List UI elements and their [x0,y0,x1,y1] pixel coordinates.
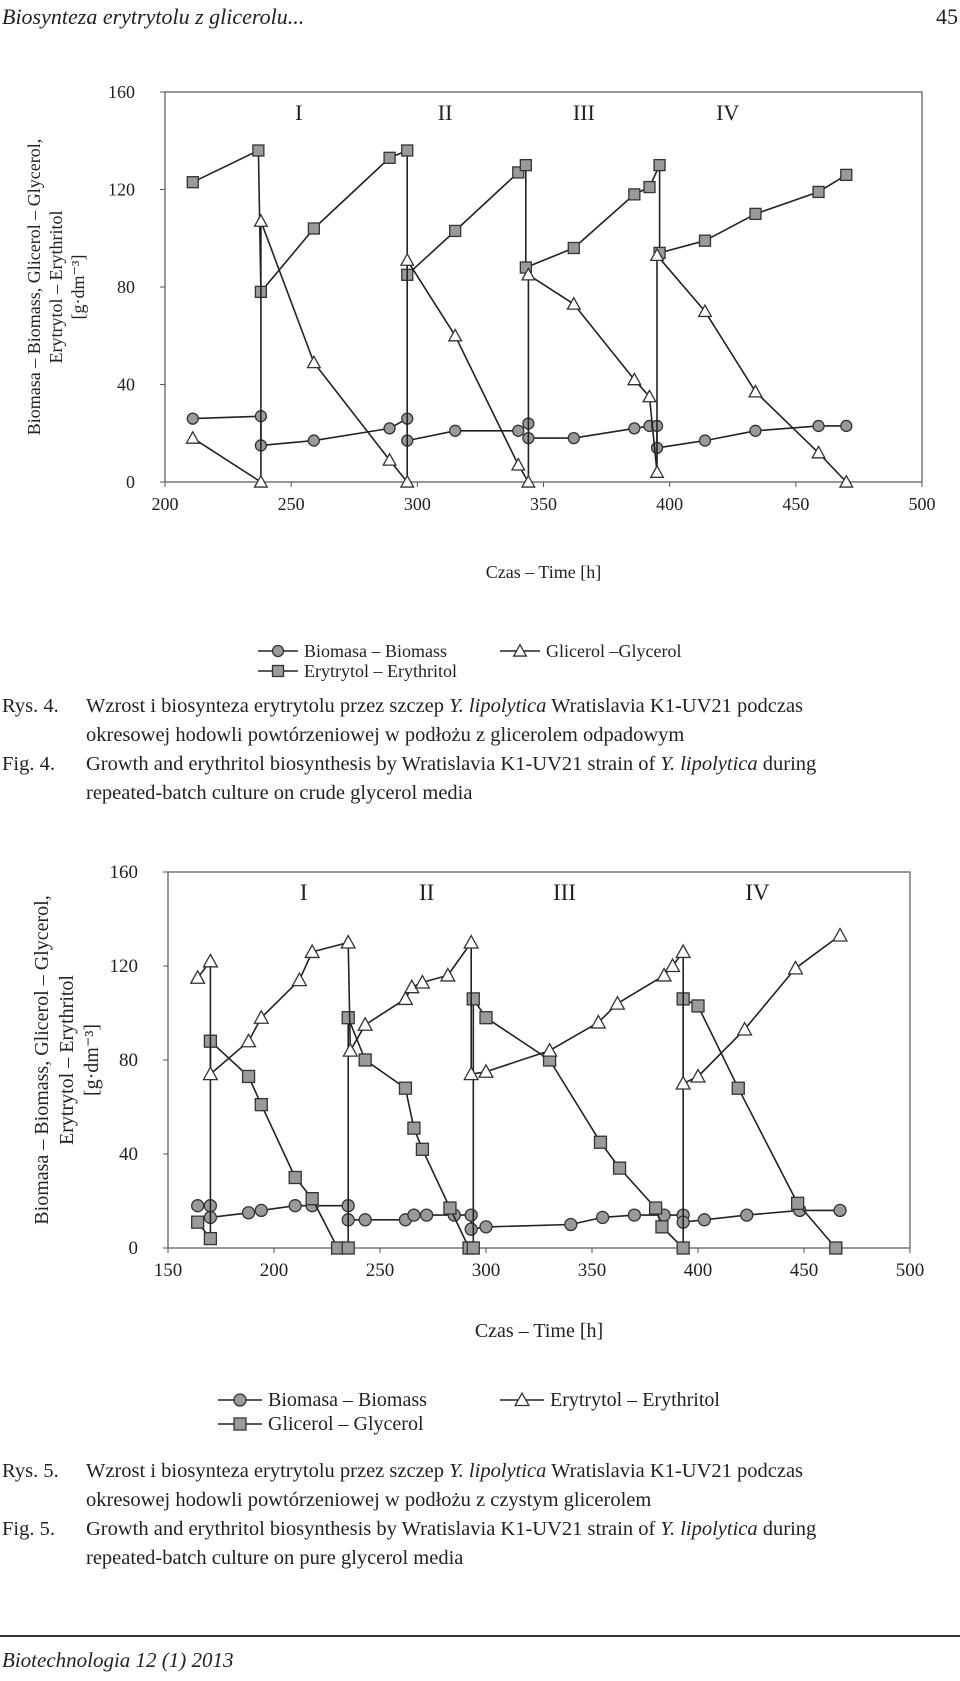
figure-4-chart [0,70,960,690]
data-point [359,1214,371,1226]
caption-label: Rys. 4. [2,695,59,717]
phase-label: III [572,100,595,125]
data-point [813,186,824,197]
x-tick-label: 500 [908,494,936,514]
x-tick-label: 200 [151,494,179,514]
running-header: Biosynteza erytrytolu z glicerolu... [2,4,305,29]
x-tick-label: 400 [683,1260,713,1281]
data-point [565,1219,577,1231]
x-tick-label: 150 [153,1260,183,1281]
x-tick-label: 300 [403,494,431,514]
y-axis-label-line: Biomasa – Biomass, Glicerol – Glycerol, [24,138,44,436]
caption-text-en: Growth and erythritol biosynthesis by Wratislavia K1-UV21 strain of Y. lipolytica during repeated-batch culture on pure glycerol media [86,1518,817,1569]
series-erytrytol [187,145,852,297]
plot-area [165,92,922,482]
data-point [699,435,710,446]
data-point [480,1221,492,1233]
data-point [242,1034,256,1046]
data-point [676,945,690,957]
y-tick-label: 0 [128,1238,138,1259]
data-point [676,1077,690,1089]
data-point [255,1204,267,1216]
data-point [512,459,525,470]
species-name: Y. lipolytica [660,1518,758,1540]
data-point [289,1200,301,1212]
data-point [384,152,395,163]
legend-item [258,641,447,661]
data-point [306,1193,318,1205]
series-erytrytol [191,929,847,1089]
x-tick-label: 500 [895,1260,925,1281]
legend-label: Biomasa – Biomass [268,1389,427,1411]
data-point [568,433,579,444]
data-point [408,1209,420,1221]
x-tick-label: 250 [365,1260,395,1281]
data-point [399,1082,411,1094]
phase-label: II [418,880,435,905]
series-biomasa [192,1200,846,1236]
data-point [741,1209,753,1221]
data-point [255,215,268,226]
y-tick-label: 80 [117,277,135,297]
data-point [830,1242,842,1254]
data-point [402,145,413,156]
y-tick-label: 80 [119,1050,138,1071]
data-point [479,1065,493,1077]
y-axis-label-line: Erytrytol – Erythritol [46,210,66,364]
data-point [358,1018,372,1030]
data-point [465,1209,477,1221]
legend-label: Erytrytol – Erythritol [304,661,457,681]
data-point [629,423,640,434]
data-point [192,1200,204,1212]
figure-5-chart [0,845,960,1455]
figure-4-caption [2,692,958,808]
series-biomasa [187,411,852,454]
y-axis-label [24,139,88,435]
data-point [384,423,395,434]
legend-label: Glicerol – Glycerol [268,1413,424,1435]
y-tick-label: 120 [109,956,138,977]
phase-label: III [552,880,576,905]
legend-marker [273,646,284,657]
data-point [464,936,478,948]
data-point [416,1143,428,1155]
species-name: Y. lipolytica [660,753,758,775]
legend-label: Erytrytol – Erythritol [550,1389,720,1411]
x-tick-label: 300 [471,1260,501,1281]
data-point [359,1054,371,1066]
legend-marker [234,1394,246,1406]
legend-item [258,661,457,681]
x-axis-label: Czas – Time [h] [485,562,602,582]
data-point [692,1000,704,1012]
data-point [204,954,218,966]
data-point [543,1044,557,1056]
data-point [841,169,852,180]
y-tick-label: 160 [109,862,138,883]
data-point [467,993,479,1005]
x-tick-label: 350 [530,494,557,514]
data-point [450,225,461,236]
data-point [243,1207,255,1219]
data-point [650,1202,662,1214]
data-point [568,243,579,254]
data-point [611,997,625,1009]
y-axis-label-line: Erytrytol – Erythritol [56,975,78,1145]
x-tick-label: 450 [782,494,810,514]
y-tick-label: 160 [108,82,135,102]
journal-footer: Biotechnologia 12 (1) 2013 [2,1648,234,1672]
data-point [749,385,762,396]
x-tick-label: 450 [789,1260,819,1281]
data-point [343,1044,357,1056]
y-axis-label [31,895,103,1224]
data-point [522,476,535,487]
y-tick-label: 40 [119,1144,138,1165]
data-point [401,254,414,265]
data-point [732,1082,744,1094]
data-point [841,420,852,431]
data-point [253,145,264,156]
data-point [408,1122,420,1134]
phase-label: I [299,880,308,905]
phase-label: IV [745,880,770,905]
phase-label: II [437,100,453,125]
data-point [192,1216,204,1228]
data-point [243,1070,255,1082]
legend-label: Biomasa – Biomass [304,641,447,661]
data-point [308,223,319,234]
data-point [204,1233,216,1245]
x-axis-label: Czas – Time [h] [474,1320,604,1342]
plot-area [168,872,910,1248]
data-point [656,1221,668,1233]
data-point [666,959,680,971]
x-tick-label: 250 [277,494,305,514]
caption-text-pl: Wzrost i biosynteza erytrytolu przez szczep Y. lipolytica Wratislavia K1-UV21 podczas okresowej hodowli powtórzeniowej w podłożu z glicerolem odpadowym [86,695,804,746]
data-point [342,1242,354,1254]
data-point [293,973,307,985]
x-tick-label: 200 [259,1260,289,1281]
legend-item [218,1389,427,1411]
data-point [597,1211,609,1223]
caption-label: Fig. 4. [2,753,55,775]
data-point [308,356,321,367]
legend-label: Glicerol –Glycerol [546,641,682,661]
data-point [444,1202,456,1214]
data-point [341,936,355,948]
legend-marker [273,666,284,677]
y-axis-label-line: [g·dm⁻³] [68,254,88,320]
species-name: Y. lipolytica [449,1460,547,1482]
data-point [441,969,455,981]
data-point [677,1242,689,1254]
data-point [594,1136,606,1148]
footer-rule [0,1635,960,1637]
legend-item [500,641,681,661]
phase-label: IV [716,100,740,125]
data-point [750,425,761,436]
data-point [520,160,531,171]
page-number: 45 [936,4,958,29]
data-point [792,1197,804,1209]
data-point [654,160,665,171]
data-point [567,298,580,309]
data-point [399,992,413,1004]
data-point [789,961,803,973]
data-point [513,425,524,436]
data-point [644,182,655,193]
data-point [255,1099,267,1111]
y-tick-label: 40 [117,374,135,395]
data-point [187,413,198,424]
data-point [255,476,268,487]
caption-label: Rys. 5. [2,1460,59,1482]
data-point [449,329,462,340]
y-axis-label-line: Biomasa – Biomass, Glicerol – Glycerol, [31,895,53,1225]
data-point [651,466,664,477]
data-point [187,177,198,188]
y-tick-label: 0 [126,472,135,492]
series-glicerol [186,215,852,487]
data-point [465,1223,477,1235]
data-point [289,1172,301,1184]
legend-item [500,1389,720,1411]
data-point [750,208,761,219]
data-point [421,1209,433,1221]
data-point [629,189,640,200]
caption-text-en: Growth and erythritol biosynthesis by Wratislavia K1-UV21 strain of Y. lipolytica during repeated-batch culture on crude glycerol media [86,753,817,804]
x-tick-label: 400 [656,494,684,514]
data-point [628,1209,640,1221]
caption-text-pl: Wzrost i biosynteza erytrytolu przez szczep Y. lipolytica Wratislavia K1-UV21 podczas okresowej hodowli powtórzeniowej w podłożu z czystym glicerolem [86,1460,804,1511]
data-point [699,235,710,246]
legend-item [218,1413,424,1435]
series-line [198,935,840,1083]
species-name: Y. lipolytica [449,695,547,717]
data-point [834,1204,846,1216]
y-axis-label-line: [g·dm⁻³] [81,1023,103,1097]
data-point [450,425,461,436]
data-point [308,435,319,446]
phase-label: I [295,100,303,125]
caption-label: Fig. 5. [2,1518,55,1540]
x-tick-label: 350 [577,1260,607,1281]
data-point [186,432,199,443]
figure-5-caption [2,1457,958,1573]
y-tick-label: 120 [108,179,135,200]
data-point [342,1012,354,1024]
data-point [698,1214,710,1226]
data-point [480,1012,492,1024]
data-point [813,420,824,431]
data-point [467,1242,479,1254]
data-point [833,929,847,941]
data-point [614,1162,626,1174]
legend-marker [234,1418,246,1430]
